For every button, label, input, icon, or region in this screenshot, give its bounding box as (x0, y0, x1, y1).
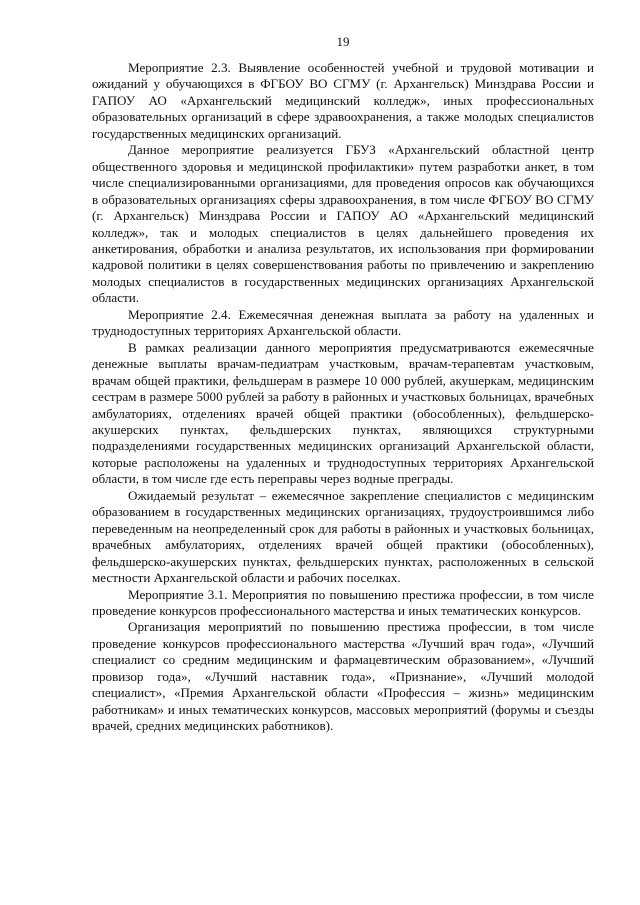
paragraph-measure-3-1-description: Организация мероприятий по повышению престижа профессии, в том числе проведение конкурсов профессионального мастерства «Лучший врач года», «Лучший специалист со средним медицинским и фармацевтическим образованием», «Лучший провизор года», «Лучший наставник года», «Признание», «Лучший молодой специалист», «Премия Архангельской области «Профессия – жизнь» медицинским работникам» и иных тематических конкурсов, массовых мероприятий (форумы и съезды врачей, средних медицинских работников). (92, 619, 594, 734)
paragraph-measure-2-3-description: Данное мероприятие реализуется ГБУЗ «Архангельский областной центр общественного здоровья и медицинской профилактики» путем разработки анкет, в том числе специализированными организациями, для проведения опросов как обучающихся в образовательных организациях сферы здравоохранения, в том числе ФГБОУ ВО СГМУ (г. Архангельск) Минздрава России и ГАПОУ АО «Архангельский медицинский колледж», так и молодых специалистов в целях дальнейшего проведения их анкетирования, обработки и анализа результатов, их использования при формировании кадровой политики в целях совершенствования работы по привлечению и закреплению молодых специалистов в государственных медицинских организациях Архангельской области. (92, 142, 594, 306)
document-page (92, 34, 594, 735)
paragraph-measure-2-4: Мероприятие 2.4. Ежемесячная денежная выплата за работу на удаленных и труднодоступных территориях Архангельской области. (92, 306, 594, 339)
paragraph-expected-result: Ожидаемый результат – ежемесячное закрепление специалистов с медицинским образованием в государственных медицинских организациях, трудоустроившимся либо переведенным на неопределенный срок для работы в районных и участковых больницах, врачебных амбулаториях, отделениях врачей общей практики (обособленных), фельдшерско-акушерских пунктах, фельдшерских пунктах, расположенных в сельской местности Архангельской области и рабочих поселках. (92, 487, 594, 586)
page-number: 19 (336, 34, 350, 49)
paragraph-measure-3-1: Мероприятие 3.1. Мероприятия по повышению престижа профессии, в том числе проведение конкурсов профессионального мастерства и иных тематических конкурсов. (92, 586, 594, 618)
paragraph-measure-2-3: Мероприятие 2.3. Выявление особенностей учебной и трудовой мотивации и ожиданий у обучающихся в ФГБОУ ВО СГМУ (г. Архангельск) Минздрава России и ГАПОУ АО «Архангельский медицинский колледж», иных профессиональных образовательных организаций в сфере здравоохранения, а также молодых специалистов государственных медицинских организаций. (92, 60, 594, 141)
paragraph-measure-2-4-description: В рамках реализации данного мероприятия предусматриваются ежемесячные денежные выплаты врачам-педиатрам участковым, врачам-терапевтам участковым, врачам общей практики, фельдшерам в размере 10 000 рублей, акушеркам, медицинским сестрам в размере 5000 рублей за работу в районных и участковых больницах, врачебных амбулаториях, отделениях врачей общей практики (обособленных), фельдшерско-акушерских пунктах, фельдшерских пунктах, являющихся структурными подразделениями государственных медицинских организаций Архангельской области, которые расположены на удаленных и труднодоступных территориях Архангельской области, в том числе где есть переправы через водные преграды. (92, 339, 594, 487)
